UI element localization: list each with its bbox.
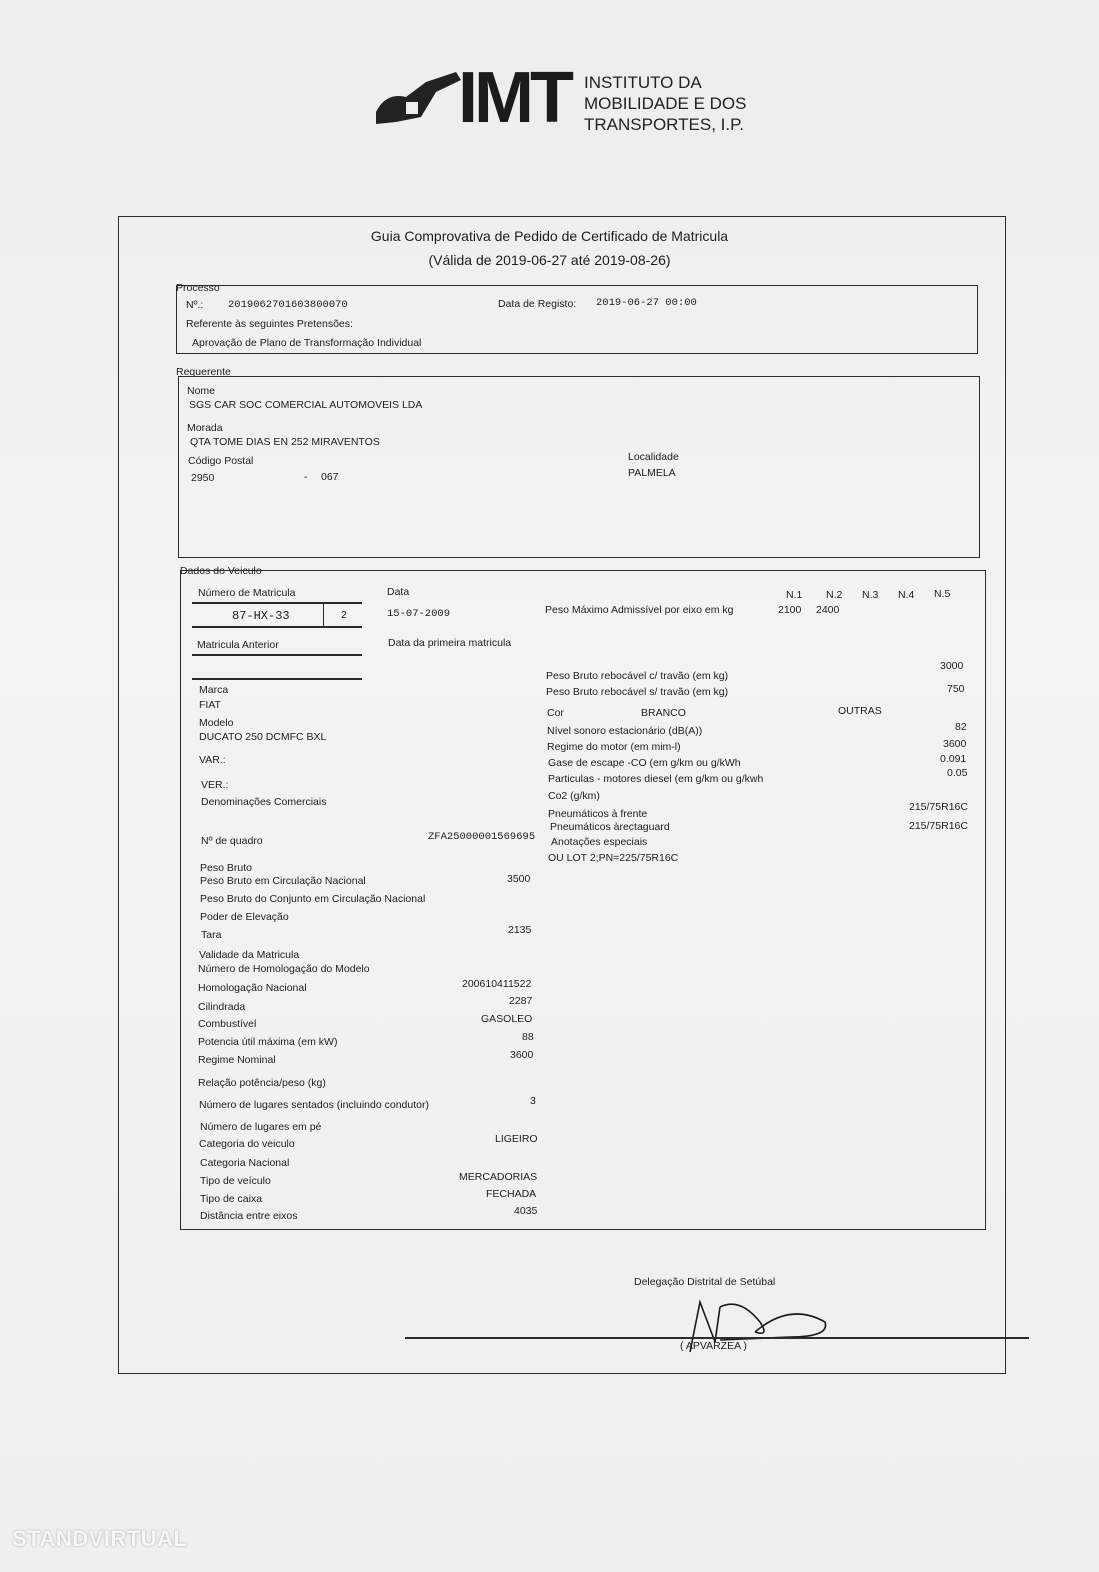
nivel-sonoro-label: Nível sonoro estacionário (dB(A)): [547, 725, 703, 737]
distancia-eixos-value: 4035: [514, 1205, 538, 1217]
homologacao-modelo-label: Número de Homologação do Modelo: [198, 963, 370, 975]
cor-value: BRANCO: [641, 707, 686, 719]
particulas-label: Particulas - motores diesel (em g/km ou g/kwh: [548, 773, 764, 785]
processo-section-label: Processo: [176, 282, 220, 294]
rebocavel-com-travao-label: Peso Bruto rebocável c/ travão (em kg): [546, 670, 729, 682]
signature-line: [405, 1337, 1029, 1339]
cilindrada-label: Cilindrada: [198, 1001, 246, 1013]
cilindrada-value: 2287: [509, 995, 533, 1007]
eixo-n1: N.1: [786, 589, 803, 601]
regime-motor-label: Regime do motor (em mim-l): [547, 741, 681, 753]
distancia-eixos-label: Distância entre eixos: [200, 1210, 298, 1222]
tipo-veiculo-value: MERCADORIAS: [459, 1171, 538, 1183]
eixo-n2-value: 2400: [816, 604, 840, 616]
peso-bruto-nacional-value: 3500: [507, 873, 531, 885]
peso-bruto-nacional-label: Peso Bruto em Circulação Nacional: [200, 875, 366, 887]
pneu-frente-label: Pneumáticos à frente: [548, 808, 648, 820]
tara-value: 2135: [508, 924, 532, 936]
peso-bruto-conjunto-label: Peso Bruto do Conjunto em Circulação Nacional: [200, 893, 426, 905]
doc-title: Guia Comprovativa de Pedido de Certificado de Matricula: [370, 228, 729, 244]
homologacao-nacional-label: Homologação Nacional: [198, 982, 307, 994]
lugares-sentados-value: 3: [530, 1095, 536, 1107]
processo-no-label: Nº.:: [186, 299, 204, 311]
matricula-label: Número de Matricula: [198, 587, 296, 599]
validade-matricula-label: Validade da Matricula: [199, 949, 300, 961]
nome-label: Nome: [187, 385, 216, 397]
ver-label: VER.:: [201, 779, 229, 791]
rebocavel-sem-travao-value: 750: [947, 683, 965, 695]
marca-label: Marca: [199, 684, 229, 696]
potencia-value: 88: [522, 1031, 534, 1043]
co2-label: Co2 (g/km): [548, 790, 600, 802]
standvirtual-watermark: STANDVIRTUAL: [12, 1526, 188, 1551]
rebocavel-sem-travao-label: Peso Bruto rebocável s/ travão (em kg): [546, 686, 729, 698]
anotacoes-label: Anotações especiais: [551, 836, 648, 848]
codigo-postal-value-2: 067: [321, 471, 339, 483]
imt-logo-mark-icon: [366, 62, 466, 132]
denominacoes-label: Denominações Comerciais: [201, 796, 327, 808]
tipo-veiculo-label: Tipo de veículo: [200, 1175, 271, 1187]
nome-value: SGS CAR SOC COMERCIAL AUTOMOVEIS LDA: [189, 399, 423, 411]
quadro-label: Nº de quadro: [201, 835, 263, 847]
var-label: VAR.:: [199, 754, 226, 766]
peso-eixo-label: Peso Máximo Admissível por eixo em kg: [545, 604, 734, 616]
particulas-value: 0.05: [947, 767, 968, 779]
delegacao-label: Delegação Distrital de Setúbal: [634, 1276, 776, 1288]
gase-escape-label: Gase de escape -CO (em g/km ou g/kWh: [548, 757, 741, 769]
morada-label: Morada: [187, 422, 223, 434]
relacao-potencia-label: Relação potência/peso (kg): [198, 1077, 326, 1089]
localidade-value: PALMELA: [628, 467, 676, 479]
eixo-n5: N.5: [934, 588, 951, 600]
matricula-anterior-label: Matricula Anterior: [197, 639, 279, 651]
signatory-name: ( APVARZEA ): [680, 1340, 747, 1352]
pretensoes-value: Aprovação de Plano de Transformação Individual: [192, 337, 422, 349]
data-value: 15-07-2009: [387, 608, 451, 620]
tipo-caixa-label: Tipo de caixa: [200, 1193, 263, 1205]
regime-nominal-value: 3600: [510, 1049, 534, 1061]
morada-value: QTA TOME DIAS EN 252 MIRAVENTOS: [190, 436, 380, 448]
pretensoes-label: Referente às seguintes Pretensões:: [186, 318, 353, 330]
regime-nominal-label: Regime Nominal: [198, 1054, 276, 1066]
processo-no-value: 2019062701603800070: [228, 299, 348, 311]
lugares-pe-label: Número de lugares em pé: [200, 1121, 322, 1133]
categoria-veiculo-value: LIGEIRO: [495, 1133, 538, 1145]
registo-date-label: Data de Registo:: [498, 298, 577, 310]
eixo-n3: N.3: [862, 589, 879, 601]
doc-validity: (Válida de 2019-06-27 até 2019-08-26): [428, 252, 671, 268]
anotacoes-value: OU LOT 2;PN=225/75R16C: [548, 852, 679, 864]
codigo-postal-value-1: 2950: [191, 472, 215, 484]
cor-label: Cor: [547, 707, 564, 719]
requerente-section-label: Requerente: [176, 366, 231, 378]
modelo-value: DUCATO 250 DCMFC BXL: [199, 731, 327, 743]
cor-extra: OUTRAS: [838, 705, 882, 717]
imt-logo-text: IMT: [458, 58, 570, 138]
marca-value: FIAT: [199, 699, 221, 711]
potencia-label: Potencia útil máxima (em kW): [198, 1036, 338, 1048]
pneu-frente-value: 215/75R16C: [909, 801, 968, 813]
nivel-sonoro-value: 82: [955, 721, 967, 733]
tara-label: Tara: [201, 929, 222, 941]
veiculo-section-label: Dados do Veiculo: [180, 565, 262, 577]
registo-date-value: 2019-06-27 00:00: [596, 297, 697, 309]
gase-escape-value: 0.091: [940, 753, 967, 765]
org-name: INSTITUTO DA MOBILIDADE E DOS TRANSPORTES, I.P.: [584, 73, 747, 134]
categoria-veiculo-label: Categoria do veiculo: [199, 1138, 295, 1150]
peso-bruto-label: Peso Bruto: [200, 862, 252, 874]
categoria-nacional-label: Categoria Nacional: [200, 1157, 290, 1169]
rebocavel-com-travao-value: 3000: [940, 660, 964, 672]
regime-motor-value: 3600: [943, 738, 967, 750]
combustivel-value: GASOLEO: [481, 1013, 533, 1025]
quadro-value: ZFA25000001569695: [428, 831, 536, 843]
eixo-n1-value: 2100: [778, 604, 802, 616]
combustivel-label: Combustível: [198, 1018, 257, 1030]
matricula-value: 87-HX-33: [232, 609, 290, 623]
pneu-tras-value: 215/75R16C: [909, 820, 968, 832]
codigo-postal-label: Código Postal: [188, 455, 254, 467]
matricula-num: 2: [341, 609, 347, 621]
poder-elevacao-label: Poder de Elevação: [200, 911, 289, 923]
pneu-tras-label: Pneumáticos àrectaguard: [550, 821, 670, 833]
tipo-caixa-value: FECHADA: [486, 1188, 537, 1200]
localidade-label: Localidade: [628, 451, 679, 463]
eixo-n4: N.4: [898, 589, 915, 601]
modelo-label: Modelo: [199, 717, 234, 729]
data-label: Data: [387, 586, 410, 598]
eixo-n2: N.2: [826, 589, 843, 601]
homologacao-nacional-value: 200610411522: [462, 978, 532, 990]
codigo-postal-separator: -: [304, 471, 308, 483]
primeira-matricula-label: Data da primeira matricula: [388, 637, 512, 649]
lugares-sentados-label: Número de lugares sentados (incluindo condutor): [199, 1099, 429, 1111]
